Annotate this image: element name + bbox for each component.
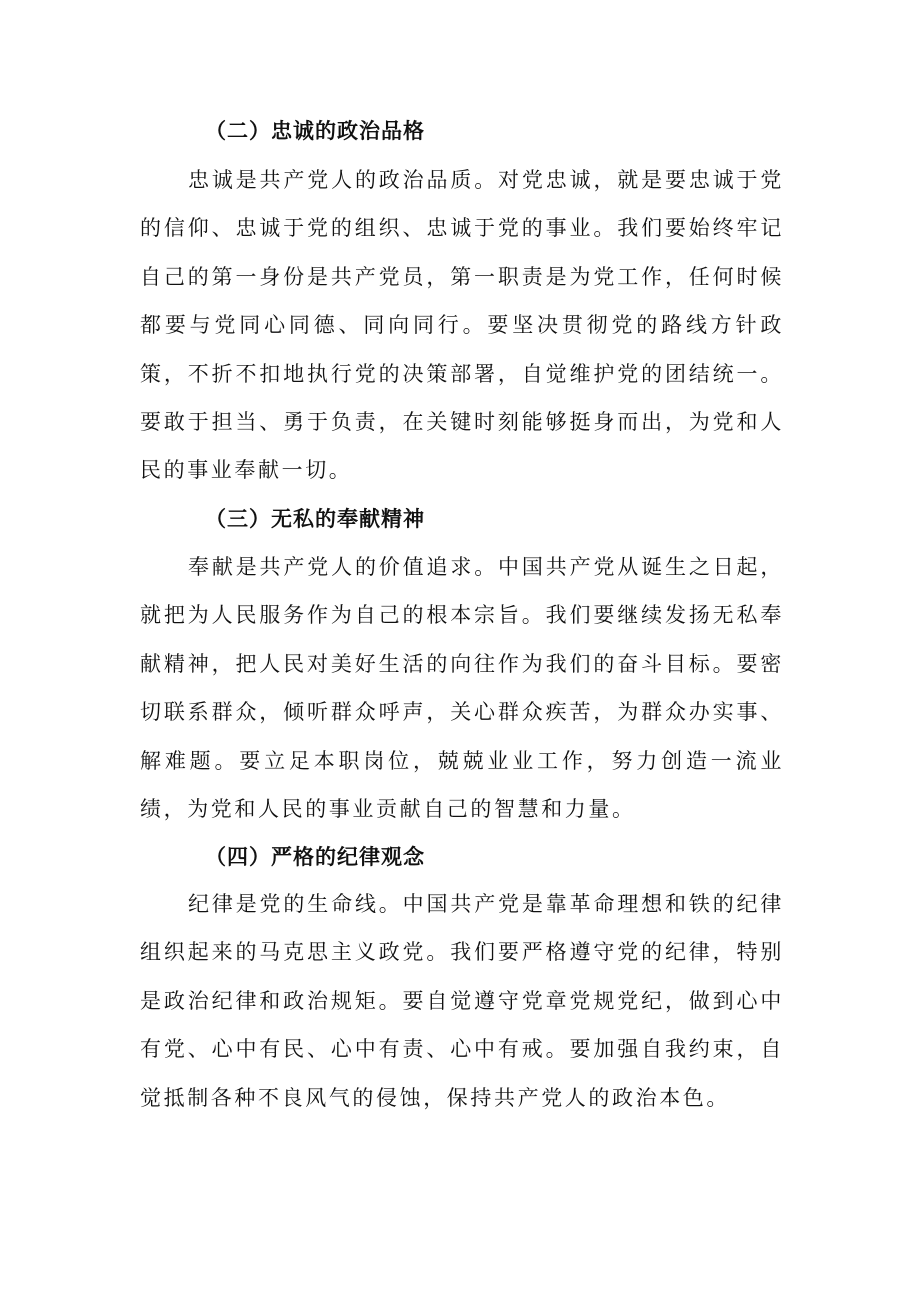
section-heading-dedication: （三）无私的奉献精神 [205, 507, 425, 531]
section-heading-discipline: （四）严格的纪律观念 [205, 845, 425, 869]
section-paragraph-loyalty: 忠诚是共产党人的政治品质。对党忠诚，就是要忠诚于党的信仰、忠诚于党的组织、忠诚于党的事业。我们要始终牢记自己的第一身份是共产党员，第一职责是为党工作，任何时候都要与党同心同德、同向同行。要坚决贯彻党的路线方针政策，不折不扣地执行党的决策部署，自觉维护党的团结统一。要敢于担当、勇于负责，在关键时刻能够挺身而出，为党和人民的事业奉献一切。 [140, 168, 784, 483]
section-paragraph-dedication: 奉献是共产党人的价值追求。中国共产党从诞生之日起，就把为人民服务作为自己的根本宗旨。我们要继续发扬无私奉献精神，把人民对美好生活的向往作为我们的奋斗目标。要密切联系群众，倾听群众呼声，关心群众疾苦，为群众办实事、解难题。要立足本职岗位，兢兢业业工作，努力创造一流业绩，为党和人民的事业贡献自己的智慧和力量。 [140, 555, 784, 822]
section-heading-loyalty: （二）忠诚的政治品格 [205, 119, 425, 143]
section-paragraph-discipline: 纪律是党的生命线。中国共产党是靠革命理想和铁的纪律组织起来的马克思主义政党。我们要严格遵守党的纪律，特别是政治纪律和政治规矩。要自觉遵守党章党规党纪，做到心中有党、心中有民、心中有责、心中有戒。要加强自我约束，自觉抵制各种不良风气的侵蚀，保持共产党人的政治本色。 [140, 892, 784, 1110]
